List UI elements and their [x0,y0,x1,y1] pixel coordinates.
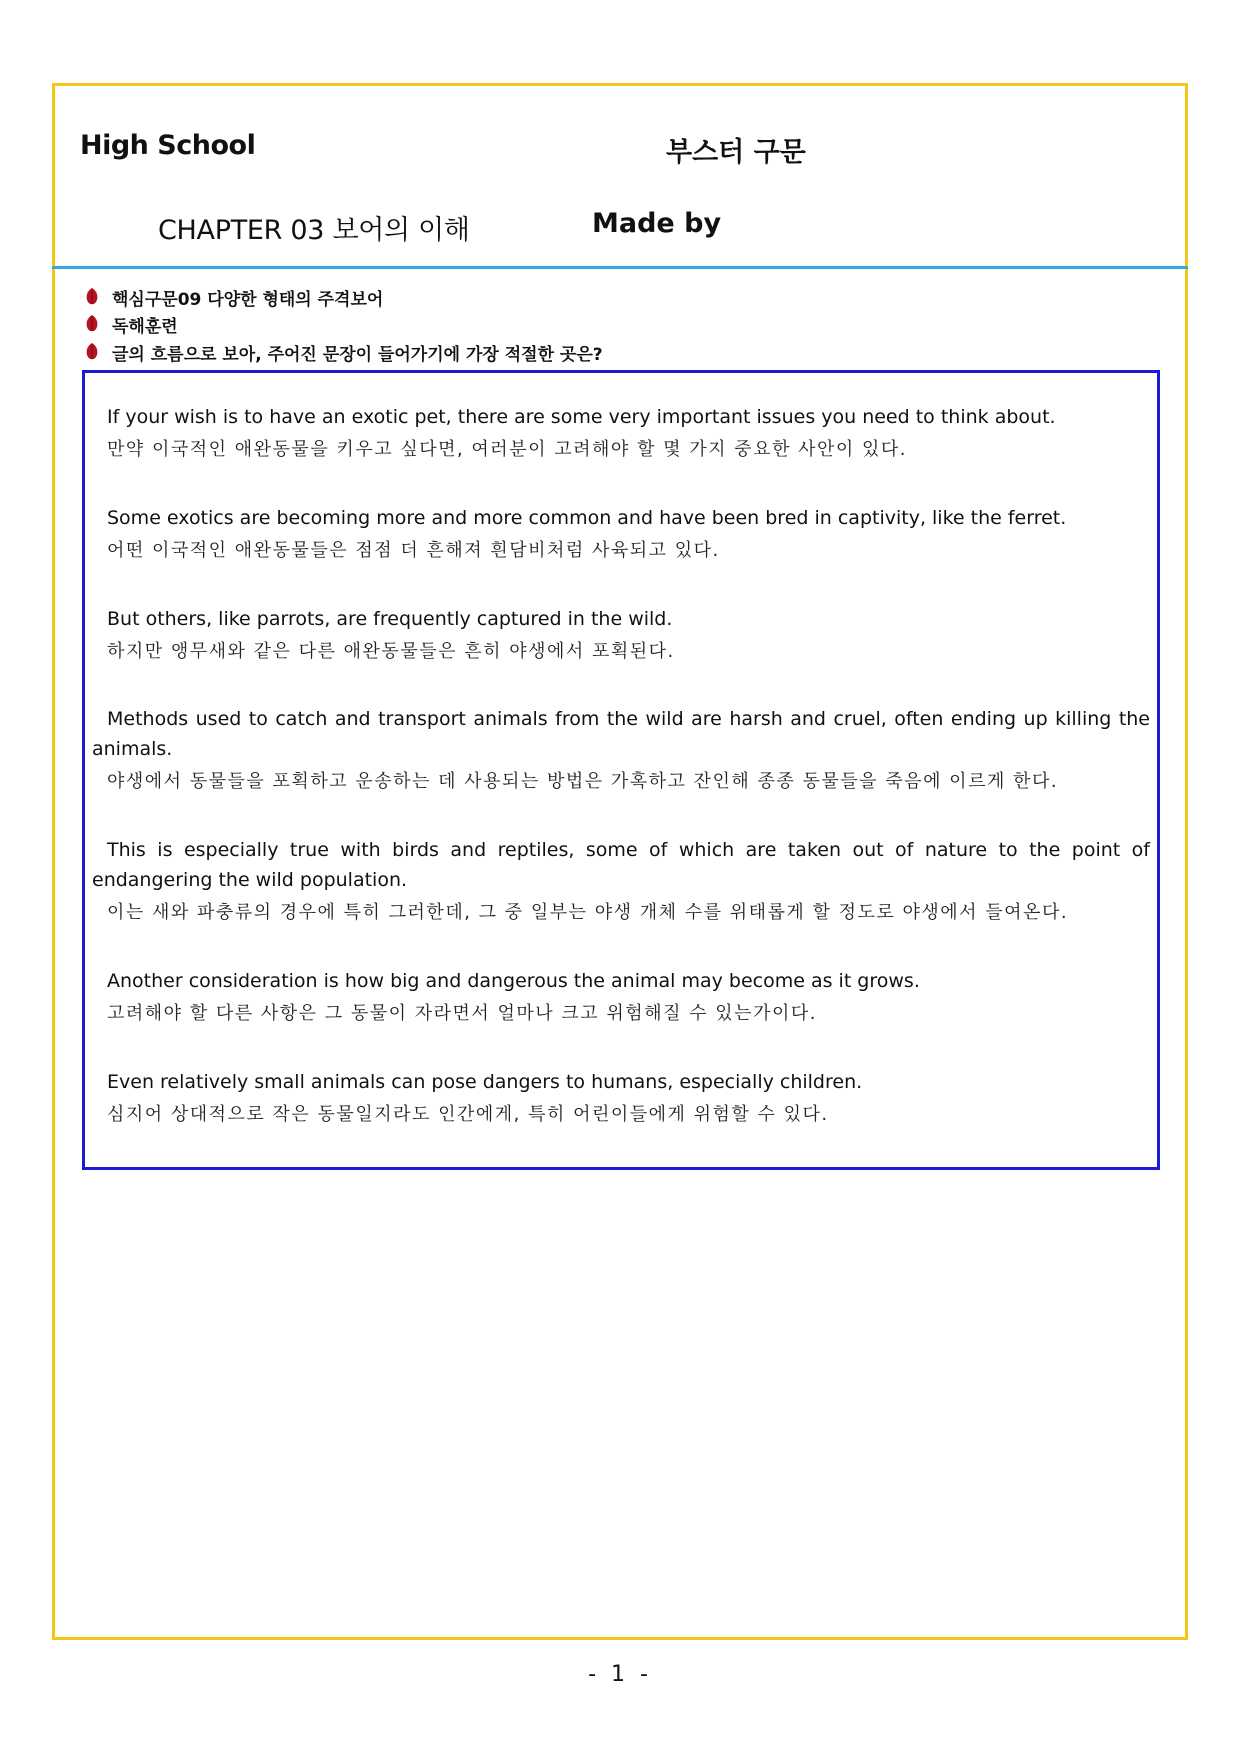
bullet-item-reading-practice [84,312,178,336]
english-sentence: But others, like parrots, are frequently captured in the wild. [107,608,673,630]
chapter-title: CHAPTER 03 보어의 이해 [158,215,470,246]
passage-sentence [92,835,1150,928]
korean-translation: 고려해야 할 다른 사항은 그 동물이 자라면서 얼마나 크고 위험해질 수 있는가이다. [107,1003,817,1024]
bullet-text: 핵심구문09 다양한 형태의 주격보어 [112,289,384,310]
red-leaf-icon [84,287,100,307]
passage-sentence [92,704,1150,797]
english-sentence: This is especially true with birds and reptiles, some of which are taken out of nature to the point of endangering the wild population. [92,839,1150,891]
series-title: 부스터 구문 [666,137,806,168]
english-sentence: Methods used to catch and transport animals from the wild are harsh and cruel, often ending up killing the animals. [92,708,1150,760]
bullet-item-question [84,340,603,364]
passage-sentence [92,604,1150,667]
bullet-item-key-structure [84,285,383,309]
passage-sentence [92,503,1150,566]
english-sentence: Some exotics are becoming more and more common and have been bred in captivity, like the ferret. [107,507,1067,529]
english-sentence: If your wish is to have an exotic pet, there are some very important issues you need to think about. [107,406,1056,428]
bullet-text: 글의 흐름으로 보아, 주어진 문장이 들어가기에 가장 적절한 곳은? [112,344,603,365]
page-number: - 1 - [588,1662,652,1687]
level-title: High School [80,130,256,161]
header-divider [52,266,1188,269]
korean-translation: 하지만 앵무새와 같은 다른 애완동물들은 흔히 야생에서 포획된다. [107,641,675,662]
passage-sentence [92,1067,1150,1130]
passage-sentence [92,966,1150,1029]
red-leaf-icon [84,314,100,334]
korean-translation: 이는 새와 파충류의 경우에 특히 그러한데, 그 중 일부는 야생 개체 수를 위태롭게 할 정도로 야생에서 들여온다. [107,902,1069,923]
passage-sentence [92,402,1150,465]
red-leaf-icon [84,342,100,362]
korean-translation: 야생에서 동물들을 포획하고 운송하는 데 사용되는 방법은 가혹하고 잔인해 종종 동물들을 죽음에 이르게 한다. [107,771,1059,792]
korean-translation: 심지어 상대적으로 작은 동물일지라도 인간에게, 특히 어린이들에게 위험할 수 있다. [107,1104,829,1125]
bullet-text: 독해훈련 [112,316,178,337]
made-by-label: Made by [592,208,722,239]
korean-translation: 만약 이국적인 애완동물을 키우고 싶다면, 여러분이 고려해야 할 몇 가지 중요한 사안이 있다. [107,439,907,460]
korean-translation: 어떤 이국적인 애완동물들은 점점 더 흔해져 흰담비처럼 사육되고 있다. [107,540,720,561]
english-sentence: Even relatively small animals can pose dangers to humans, especially children. [107,1071,863,1093]
english-sentence: Another consideration is how big and dangerous the animal may become as it grows. [107,970,920,992]
